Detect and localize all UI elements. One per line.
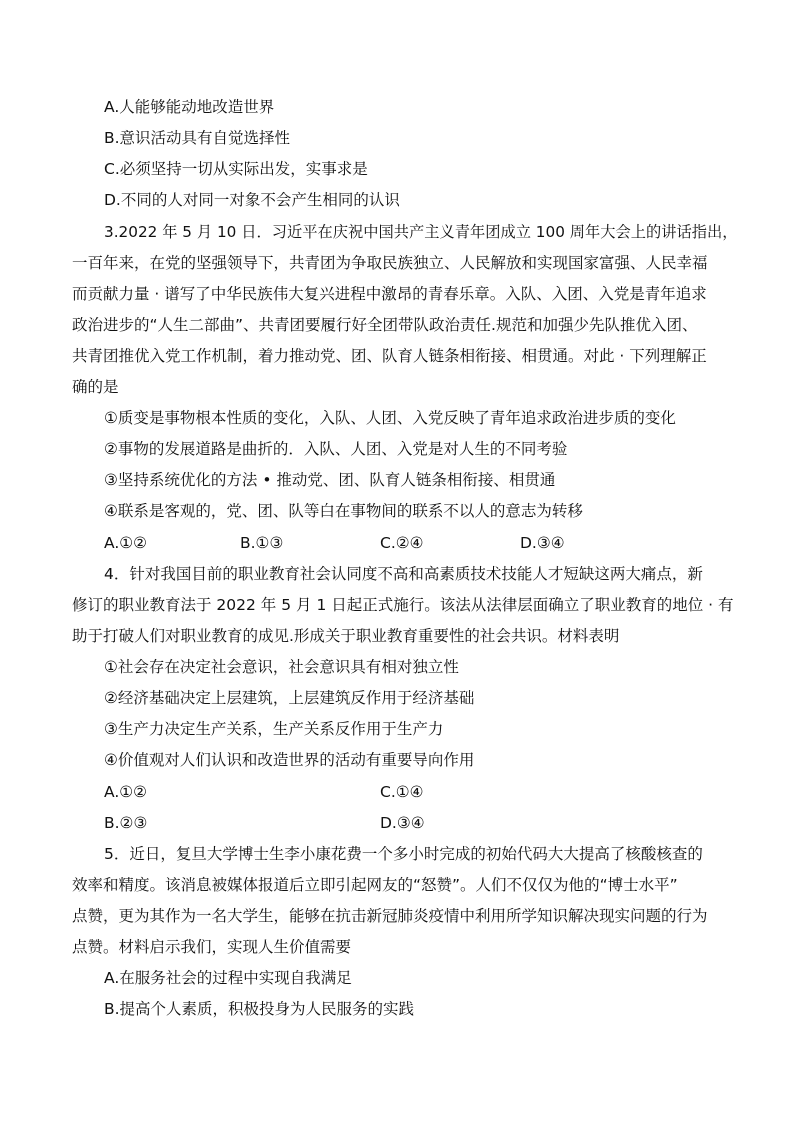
q4-stem-line-2: 修订的职业教育法于 2022 年 5 月 1 日起正式施行。该法从法律层面确立了职业教育的地位 · 有 <box>72 596 734 614</box>
q3-stem-line-4: 政治进步的“人生二部曲”、共青团要履行好全团带队政治责任.规范和加强少先队推优入团、 <box>72 316 698 334</box>
q4-statement-3: ③生产力决定生产关系，生产关系反作用于生产力 <box>104 720 444 738</box>
q3-stem-line-6: 确的是 <box>72 378 119 396</box>
q3-statement-1: ①质变是事物根本性质的变化，入队、人团、入党反映了青年追求政治进步质的变化 <box>104 409 676 427</box>
q3-statement-2: ②事物的发展道路是曲折的．入队、人团、入党是对人生的不同考验 <box>104 440 568 458</box>
q4-choice-c: C.①④ <box>380 783 424 801</box>
q2-option-a: A.人能够能动地改造世界 <box>104 98 275 116</box>
q4-choice-d: D.③④ <box>380 814 425 832</box>
q4-statement-1: ①社会存在决定社会意识，社会意识具有相对独立性 <box>104 658 459 676</box>
q5-stem-line-2: 效率和精度。该消息被媒体报道后立即引起网友的“怒赞”。人们不仅仅为他的“博士水平” <box>72 876 678 894</box>
q3-choice-b: B.①③ <box>240 534 284 552</box>
q2-option-b: B.意识活动具有自觉选择性 <box>104 129 291 147</box>
q2-option-d: D.不同的人对同一对象不会产生相同的认识 <box>104 191 400 209</box>
q4-statement-4: ④价值观对人们认识和改造世界的活动有重要导向作用 <box>104 751 475 769</box>
q5-stem-line-4: 点赞。材料启示我们，实现人生价值需要 <box>72 938 352 956</box>
q4-stem-line-1: 4．针对我国目前的职业教育社会认同度不高和高素质技术技能人才短缺这两大痛点，新 <box>104 565 703 583</box>
q3-statement-4: ④联系是客观的，党、团、队等白在事物间的联系不以人的意志为转移 <box>104 502 583 520</box>
q3-stem-line-2: 一百年来，在党的坚强领导下，共青团为争取民族独立、人民解放和实现国家富强、人民幸福 <box>72 254 708 272</box>
q4-choice-b: B.②③ <box>104 814 148 832</box>
q3-stem-line-3: 而贡献力量 · 谱写了中华民族伟大复兴进程中激昂的青春乐章。入队、入团、入党是青年追求 <box>72 285 707 303</box>
q5-option-a: A.在服务社会的过程中实现自我满足 <box>104 969 352 987</box>
q4-choice-a: A.①② <box>104 783 148 801</box>
q3-choice-a: A.①② <box>104 534 148 552</box>
q3-statement-3: ③坚持系统优化的方法 • 推动党、团、队育人链条相衔接、相贯通 <box>104 471 556 489</box>
q3-stem-line-5: 共青团推优入党工作机制，着力推动党、团、队育人链条相衔接、相贯通。对此 · 下列理解正 <box>72 347 707 365</box>
q4-stem-line-3: 助于打破人们对职业教育的成见.形成关于职业教育重要性的社会共识。材料表明 <box>72 627 620 645</box>
q3-choice-d: D.③④ <box>520 534 565 552</box>
q4-statement-2: ②经济基础决定上层建筑，上层建筑反作用于经济基础 <box>104 689 475 707</box>
q2-option-c: C.必须坚持一切从实际出发，实事求是 <box>104 160 368 178</box>
q3-stem-line-1: 3.2022 年 5 月 10 日．习近平在庆祝中国共产主义青年团成立 100 周年大会上的讲话指出， <box>104 223 738 241</box>
q5-stem-line-3: 点赞，更为其作为一名大学生，能够在抗击新冠肺炎疫情中利用所学知识解决现实问题的行为 <box>72 907 708 925</box>
q5-stem-line-1: 5．近日，复旦大学博士生李小康花费一个多小时完成的初始代码大大提高了核酸核查的 <box>104 845 703 863</box>
q3-choice-c: C.②④ <box>380 534 424 552</box>
q5-option-b: B.提高个人素质，积极投身为人民服务的实践 <box>104 1000 415 1018</box>
